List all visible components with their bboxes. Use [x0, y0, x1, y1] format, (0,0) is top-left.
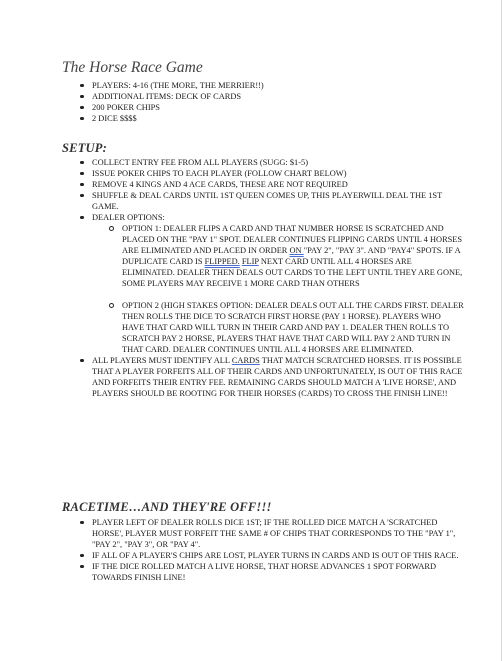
- list-item: REMOVE 4 KINGS AND 4 ACE CARDS, THESE ARE NOT REQUIRED: [92, 179, 464, 190]
- list-item: ISSUE POKER CHIPS TO EACH PLAYER (FOLLOW CHART BELOW): [92, 168, 464, 179]
- setup-list: [92, 157, 464, 399]
- setup-heading: SETUP:: [62, 141, 107, 155]
- document-title: The Horse Race Game: [62, 59, 203, 76]
- dealer-options-label: DEALER OPTIONS:: [92, 213, 165, 222]
- list-item: SHUFFLE & DEAL CARDS UNTIL 1ST QUEEN COMES UP, THIS PLAYERWILL DEAL THE 1ST GAME.: [92, 190, 464, 212]
- option-2: OPTION 2 (HIGH STAKES OPTION: DEALER DEALS OUT ALL THE CARDS FIRST. DEALER THEN ROLLS THE DICE TO SCRATCH FIRST HORSE (PAY 1 HORSE). PLAYERS WHO HAVE THAT CARD WILL TURN IN THEIR CARD AND PAY 1. DEALER THEN ROLLS TO SCRATCH PAY 2 HORSE, PLAYERS THAT HAVE THAT CARD WILL PAY 2 AND TURN IN THAT CARD. DEALER CONTINUES UNTIL ALL 4 HORSES ARE ELIMINATED.: [122, 301, 464, 354]
- dealer-options-list: [122, 223, 464, 355]
- list-item: PLAYERS: 4-16 (THE MORE, THE MERRIER!!): [92, 80, 464, 91]
- list-item: IF ALL OF A PLAYER'S CHIPS ARE LOST, PLAYER TURNS IN CARDS AND IS OUT OF THIS RACE.: [92, 550, 464, 561]
- list-item: 200 POKER CHIPS: [92, 102, 464, 113]
- racetime-heading: RACETIME…AND THEY'RE OFF!!!: [62, 500, 272, 514]
- race-list: [92, 517, 464, 583]
- list-item: ALL PLAYERS MUST IDENTIFY ALL CARDS THAT MATCH SCRATCHED HORSES. IT IS POSSIBLE THAT A PLAYER FORFEITS ALL OF THEIR CARDS AND UNFORTUNATELY, IS OUT OF THIS RACE AND FORFEITS THEIR ENTRY FEE. REMAINING CARDS SHOULD MATCH A 'LIVE HORSE', AND PLAYERS SHOULD BE ROOTING FOR THEIR HORSES (CARDS) TO CROSS THE FINISH LINE!!: [92, 356, 463, 398]
- option-1: OPTION 1: DEALER FLIPS A CARD AND THAT NUMBER HORSE IS SCRATCHED AND PLACED ON THE "PAY 1" SPOT. DEALER CONTINUES FLIPPING CARDS UNTIL 4 HORSES ARE ELIMINATED AND PLACED IN ORDER ON "PAY 2", "PAY 3". AND "PAY4" SPOTS. IF A DUPLICATE CARD IS FLIPPED. FLIP NEXT CARD UNTIL ALL 4 HORSES ARE ELIMINATED. DEALER THEN DEALS OUT CARDS TO THE LEFT UNTIL THEY ARE GONE, SOME PLAYERS MAY RECEIVE 1 MORE CARD THAN OTHERS: [122, 224, 463, 288]
- list-item: PLAYER LEFT OF DEALER ROLLS DICE 1ST; IF THE ROLLED DICE MATCH A 'SCRATCHED HORSE', PLAYER MUST FORFEIT THE SAME # OF CHIPS THAT CORRESPONDS TO THE "PAY 1", "PAY 2", "PAY 3", OR "PAY 4".: [92, 517, 464, 550]
- list-item: IF THE DICE ROLLED MATCH A LIVE HORSE, THAT HORSE ADVANCES 1 SPOT FORWARD TOWARDS FINISH LINE!: [92, 561, 464, 583]
- list-item: COLLECT ENTRY FEE FROM ALL PLAYERS (SUGG: $1-5): [92, 157, 464, 168]
- list-item: 2 DICE $$$$: [92, 113, 464, 124]
- intro-list: [92, 80, 464, 124]
- list-item: [92, 212, 464, 355]
- list-item: ADDITIONAL ITEMS: DECK OF CARDS: [92, 91, 464, 102]
